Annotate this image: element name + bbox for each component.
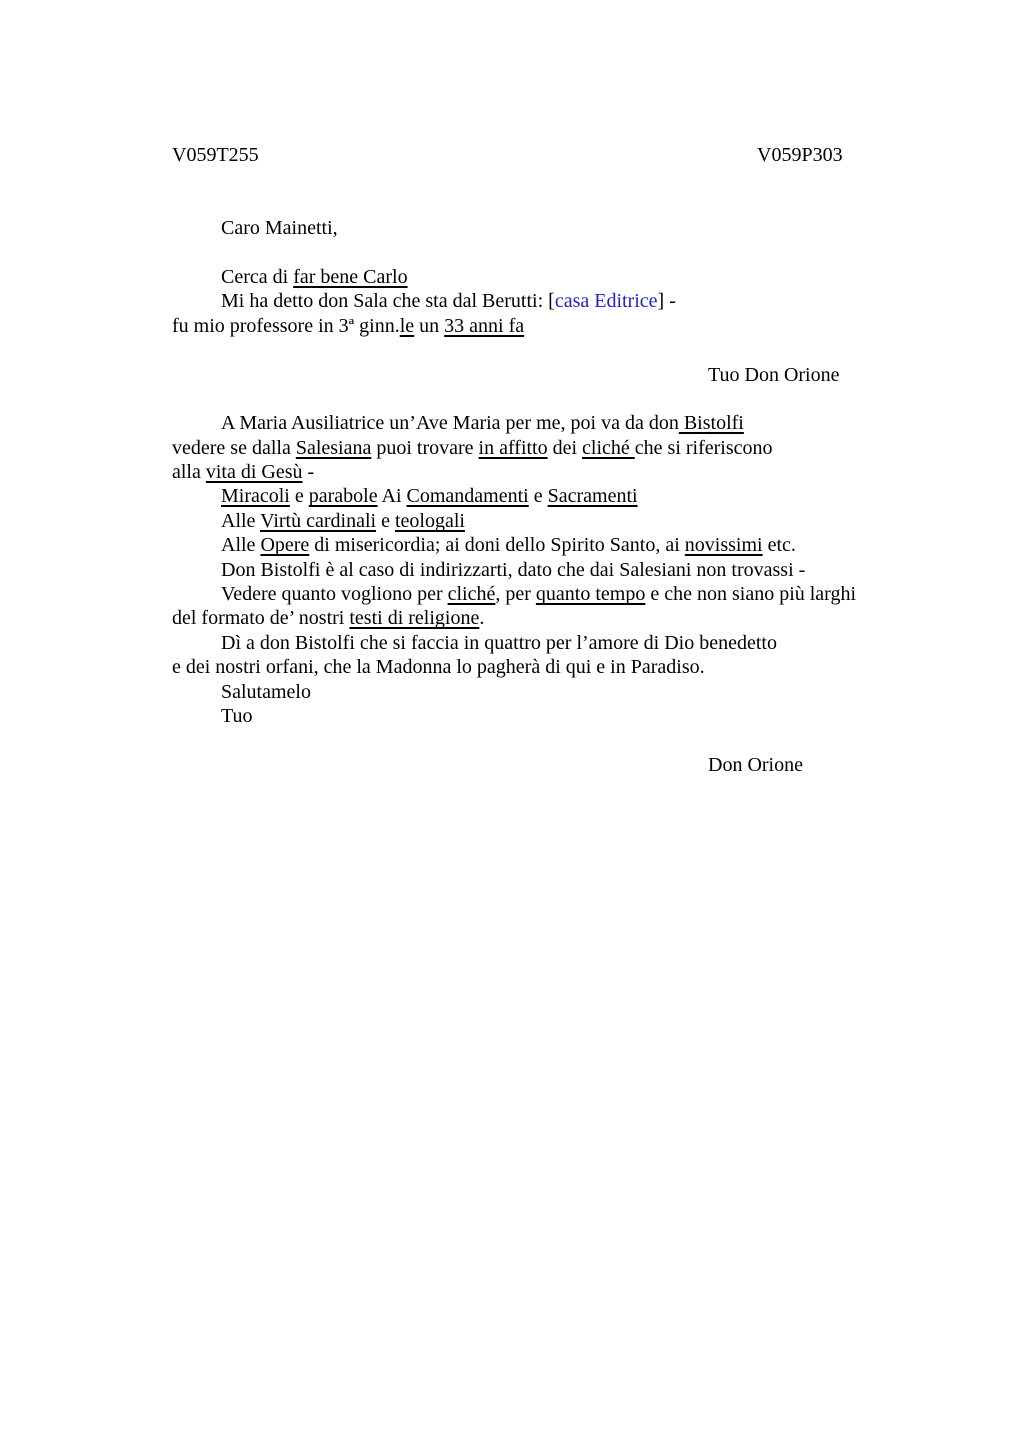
underlined-phrase: cliché — [447, 583, 496, 606]
text-segment: Dì a don Bistolfi che si faccia in quattro per l’amore di Dio benedetto — [221, 631, 777, 654]
underlined-phrase: teologali — [394, 509, 465, 532]
underlined-phrase: le — [399, 314, 415, 337]
underlined-phrase: in affitto — [478, 436, 548, 459]
text-segment: e — [528, 485, 548, 508]
text-segment: . — [479, 607, 485, 630]
text-line — [172, 460, 994, 484]
editorial-annotation: casa Editrice — [554, 290, 658, 313]
text-segment: Don Orione — [708, 753, 803, 776]
text-line — [172, 216, 994, 240]
text-segment: Cerca di — [221, 265, 294, 288]
text-segment: che si riferiscono — [634, 436, 773, 459]
text-segment: e che non siano più larghi — [645, 583, 857, 606]
text-segment: un — [414, 314, 445, 337]
text-segment: ] - — [657, 290, 676, 313]
text-line — [172, 558, 994, 582]
text-segment: A Maria Ausiliatrice un’Ave Maria per me, poi va da don — [221, 412, 679, 435]
underlined-phrase: Salesiana — [295, 436, 372, 459]
underlined-phrase: quanto tempo — [535, 583, 646, 606]
text-line — [172, 582, 994, 606]
underlined-phrase: vita di Gesù — [205, 461, 303, 484]
text-line — [172, 704, 994, 728]
text-segment: di misericordia; ai doni dello Spirito Santo, ai — [309, 534, 685, 557]
text-line — [172, 680, 994, 704]
signature-line — [172, 363, 994, 387]
header-row — [172, 143, 994, 167]
underlined-phrase: Miracoli — [221, 485, 290, 508]
underlined-phrase: testi di religione — [349, 607, 480, 630]
text-segment: fu mio professore in 3ª ginn. — [172, 314, 400, 337]
blank-line — [172, 728, 994, 752]
text-segment: vedere se dalla — [172, 436, 296, 459]
underlined-phrase: Opere — [260, 534, 310, 557]
text-segment: Mi ha detto don Sala che sta dal Berutti: [ — [221, 290, 555, 313]
text-segment: e dei nostri orfani, che la Madonna lo pagherà di qui e in Paradiso. — [172, 656, 705, 679]
text-segment: Vedere quanto vogliono per — [221, 583, 448, 606]
text-line — [172, 289, 994, 313]
text-segment: , per — [495, 583, 536, 606]
blank-line — [172, 241, 994, 265]
text-line — [172, 606, 994, 630]
text-line — [172, 655, 994, 679]
document-code-left: V059T255 — [172, 144, 259, 166]
document-code-right: V059P303 — [757, 144, 843, 166]
text-segment: - — [302, 461, 315, 484]
underlined-phrase: Virtù cardinali — [260, 509, 377, 532]
text-line — [172, 265, 994, 289]
text-segment: puoi trovare — [371, 436, 479, 459]
text-line — [172, 509, 994, 533]
blank-line — [172, 192, 994, 216]
blank-line — [172, 387, 994, 411]
text-segment: del formato de’ nostri — [172, 607, 350, 630]
text-segment: dei — [547, 436, 583, 459]
underlined-phrase: novissimi — [684, 534, 763, 557]
underlined-phrase: far bene Carlo — [293, 265, 408, 288]
text-line — [172, 314, 994, 338]
underlined-phrase: Comandamenti — [406, 485, 529, 508]
text-segment: Caro Mainetti, — [221, 217, 338, 240]
text-segment: Don Bistolfi è al caso di indirizzarti, dato che dai Salesiani non trovassi - — [221, 558, 806, 581]
text-segment: Ai — [377, 485, 407, 508]
text-segment: Tuo — [221, 704, 253, 727]
underlined-phrase: Bistolfi — [678, 412, 744, 435]
text-segment: etc. — [762, 534, 796, 557]
underlined-phrase: Sacramenti — [547, 485, 638, 508]
blank-line — [172, 338, 994, 362]
signature-line — [172, 753, 994, 777]
text-segment: e — [376, 509, 395, 532]
text-segment: Alle — [221, 534, 261, 557]
underlined-phrase: 33 anni fa — [444, 314, 525, 337]
letter-body — [172, 216, 994, 777]
text-line — [172, 411, 994, 435]
text-line — [172, 436, 994, 460]
text-line — [172, 533, 994, 557]
text-segment: Alle — [221, 509, 261, 532]
text-segment: Tuo Don Orione — [708, 363, 840, 386]
underlined-phrase: cliché — [582, 436, 635, 459]
text-segment: Salutamelo — [221, 680, 311, 703]
text-line — [172, 631, 994, 655]
blank-line — [172, 167, 994, 191]
text-segment: alla — [172, 461, 206, 484]
underlined-phrase: parabole — [308, 485, 378, 508]
text-line — [172, 484, 994, 508]
text-segment: e — [289, 485, 309, 508]
